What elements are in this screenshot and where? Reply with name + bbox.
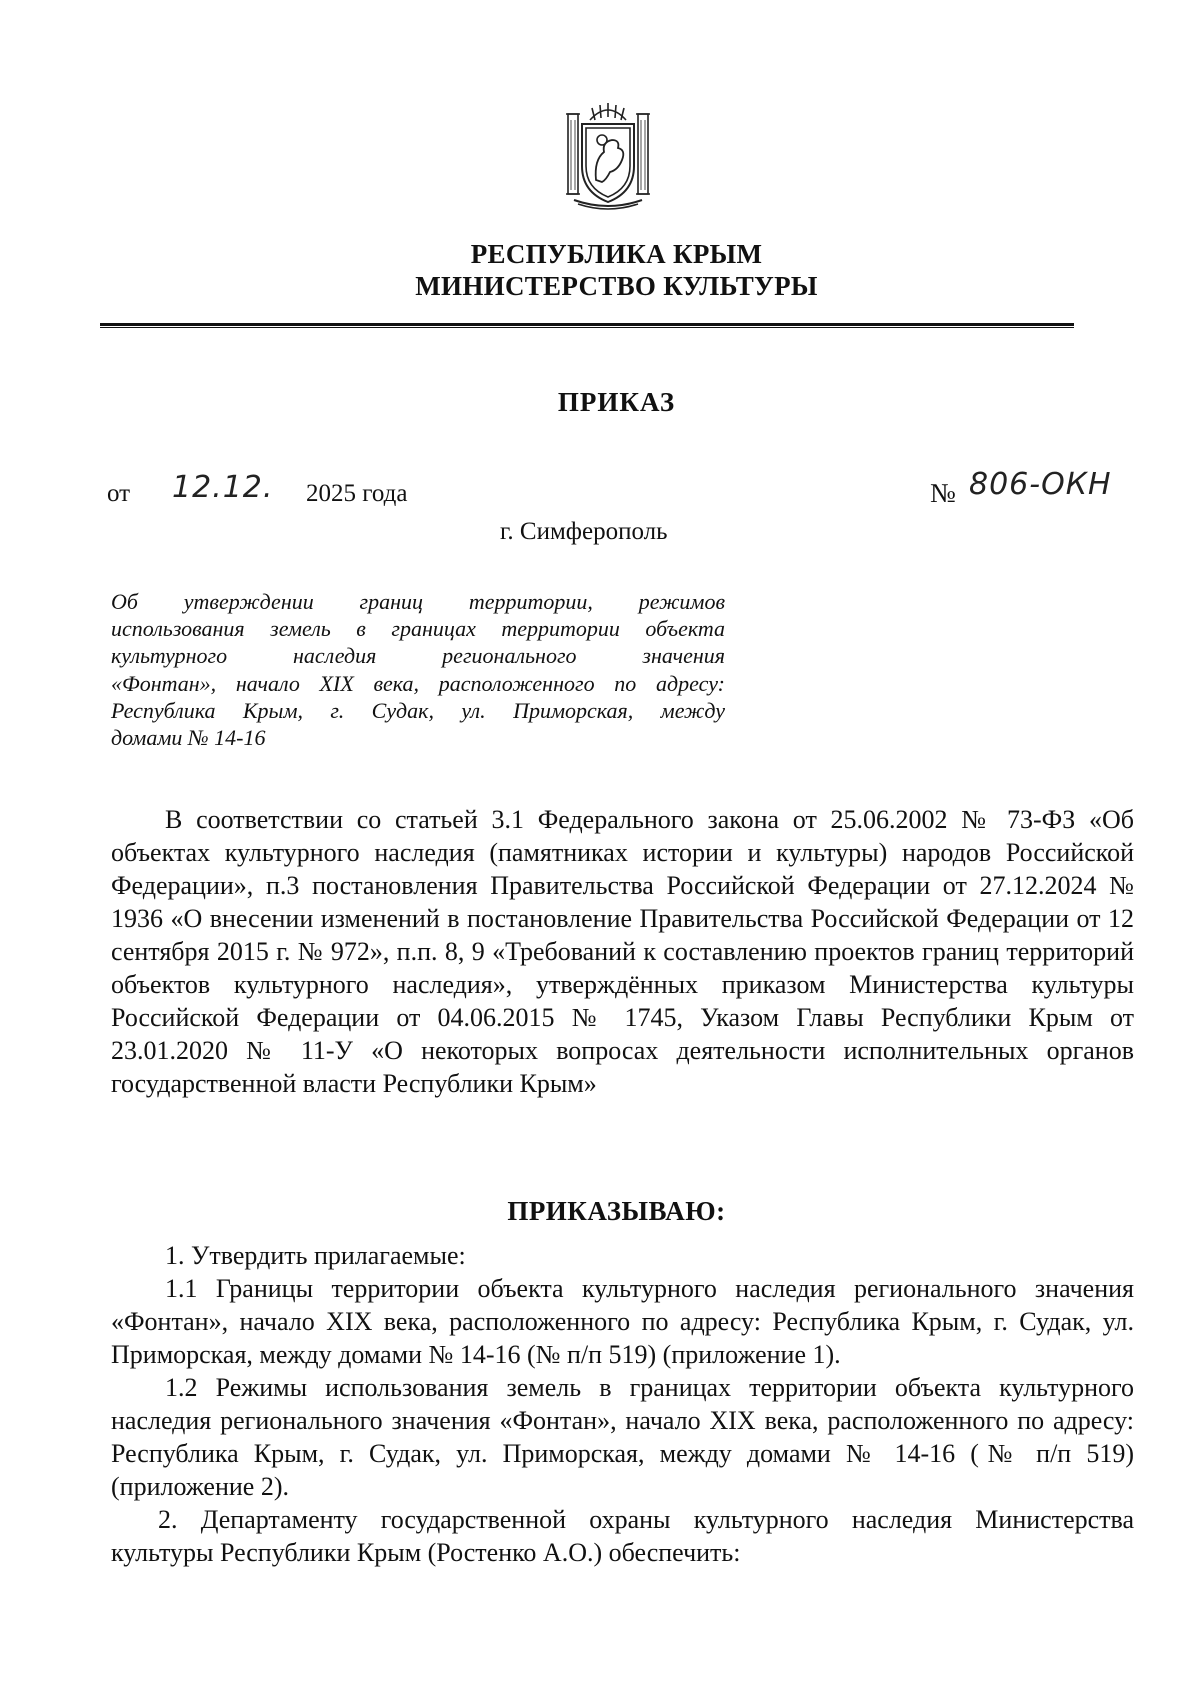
preamble bbox=[111, 803, 1134, 1100]
crimea-coat-of-arms-icon bbox=[562, 100, 654, 212]
subject-line: Республика Крым, г. Судак, ул. Приморская, между bbox=[111, 697, 725, 723]
subject-line: «Фонтан», начало XIX века, расположенного по адресу: bbox=[111, 670, 725, 696]
item-1-1: 1.1 Границы территории объекта культурного наследия регионального значения «Фонтан», начало XIX века, расположенного по адресу: Республика Крым, г. Судак, ул. Приморская, между домами № 14-16 (№ п/п 519) (приложение 1). bbox=[111, 1274, 1134, 1369]
item-1-2: 1.2 Режимы использования земель в границах территории объекта культурного наследия регионального значения «Фонтан», начало XIX века, расположенного по адресу: Республика Крым, г. Судак, ул. Приморская, между домами № 14-16 (№ п/п 519) (приложение 2). bbox=[111, 1373, 1134, 1501]
order-subject bbox=[111, 588, 725, 751]
decree-word: ПРИКАЗЫВАЮ: bbox=[507, 1196, 726, 1226]
number-handwritten: 806-ОКН bbox=[969, 467, 1112, 502]
preamble-text: В соответствии со статьей 3.1 Федерального закона от 25.06.2002 № 73-ФЗ «Об объектах культурного наследия (памятниках истории и культуры) народов Российской Федерации», п.3 постановления Правительства Российской Федерации от 27.12.2024 № 1936 «О внесении изменений в постановление Правительства Российской Федерации от 12 сентября 2015 г. № 972», п.п. 8, 9 «Требований к составлению проектов границ территорий объектов культурного наследия», утверждённых приказом Министерства культуры Российской Федерации от 04.06.2015 № 1745, Указом Главы Республики Крым от 23.01.2020 № 11-У «О некоторых вопросах деятельности исполнительных органов государственной власти Республики Крым» bbox=[111, 805, 1134, 1098]
ministry-title: МИНИСТЕРСТВО КУЛЬТУРЫ bbox=[415, 271, 818, 301]
number-prefix: № bbox=[930, 478, 956, 508]
order-items bbox=[111, 1239, 1134, 1569]
date-prefix: от bbox=[107, 480, 131, 507]
subject-line: домами № 14-16 bbox=[111, 725, 266, 751]
date-handwritten: 12.12. bbox=[172, 470, 274, 505]
republic-title: РЕСПУБЛИКА КРЫМ bbox=[470, 239, 763, 269]
header-rule-thin bbox=[100, 327, 1074, 328]
item-2: 2. Департаменту государственной охраны культурного наследия Министерства культуры Республики Крым (Ростенко А.О.) обеспечить: bbox=[111, 1505, 1134, 1567]
subject-line: использования земель в границах территории объекта bbox=[111, 616, 725, 642]
date-year: 2025 года bbox=[306, 480, 408, 507]
document-type-title: ПРИКАЗ bbox=[557, 387, 676, 417]
subject-line: Об утверждении границ территории, режимов bbox=[111, 589, 725, 614]
subject-line: культурного наследия регионального значения bbox=[111, 643, 725, 669]
item-1: 1. Утвердить прилагаемые: bbox=[165, 1241, 466, 1270]
city: г. Симферополь bbox=[500, 518, 668, 545]
header-rule bbox=[100, 323, 1074, 326]
